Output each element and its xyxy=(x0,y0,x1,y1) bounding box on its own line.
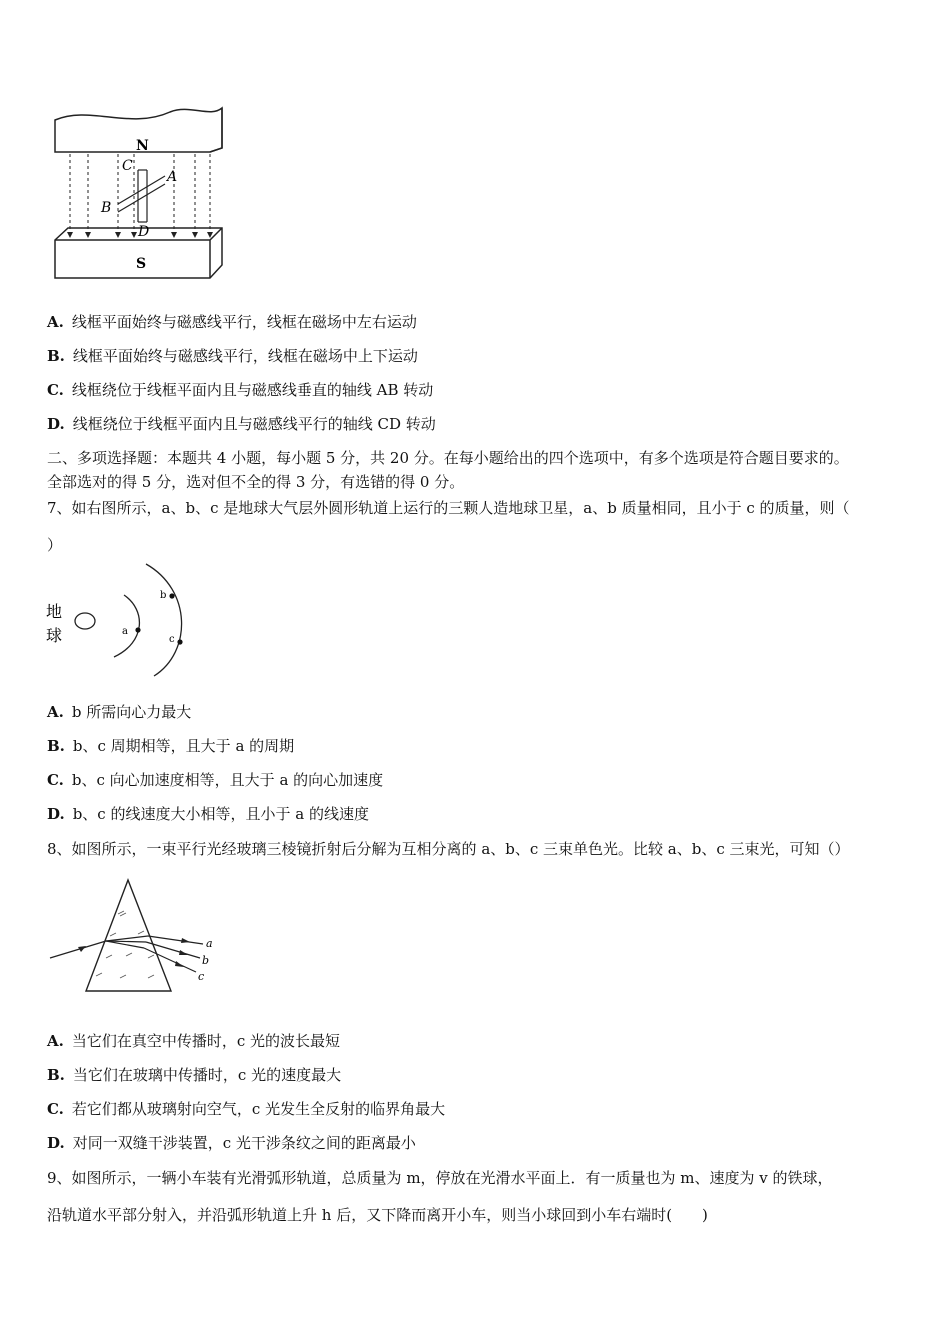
earth-label-bottom: 球 xyxy=(46,626,63,645)
label-sat-a: a xyxy=(122,626,128,637)
section2-line1: 二、多项选择题：本题共 4 小题，每小题 5 分，共 20 分。在每小题给出的四个选项中，有多个选项是符合题目要求的。 xyxy=(47,449,849,467)
earth-circle xyxy=(75,613,95,629)
label-ray-b: b xyxy=(202,954,210,967)
satellite-orbit-figure xyxy=(44,562,189,680)
label-n: N xyxy=(136,138,149,154)
q8-option-a: A. 当它们在真空中传播时，c 光的波长最短 xyxy=(47,1032,341,1050)
satellite-c xyxy=(177,639,182,644)
q8-stem: 8、如图所示，一束平行光经玻璃三棱镜折射后分解为互相分离的 a、b、c 三束单色光。比较 a、b、c 三束光，可知（） xyxy=(47,840,850,858)
q7-option-a: A. b 所需向心力最大 xyxy=(47,703,192,721)
label-b: B xyxy=(101,200,112,216)
coil xyxy=(118,170,165,222)
q9-stem-line2: 沿轨道水平部分射入，并沿弧形轨道上升 h 后，又下降而离开小车，则当小球回到小车右端时( ) xyxy=(47,1206,708,1224)
satellite-b xyxy=(169,593,174,598)
label-s: S xyxy=(136,256,147,272)
label-d: D xyxy=(138,224,150,240)
q7-option-b: B. b、c 周期相等，且大于 a 的周期 xyxy=(47,737,295,755)
q6-option-d: D. 线框绕位于线框平面内且与磁感线平行的轴线 CD 转动 xyxy=(47,415,436,433)
q6-option-c: C. 线框绕位于线框平面内且与磁感线垂直的轴线 AB 转动 xyxy=(47,381,434,399)
label-sat-c: c xyxy=(169,634,175,645)
section2-line2: 全部选对的得 5 分，选对但不全的得 3 分，有选错的得 0 分。 xyxy=(47,473,465,491)
magnet-coil-figure xyxy=(50,100,230,285)
q7-stem-line2: ） xyxy=(47,536,63,554)
earth-label-top: 地 xyxy=(46,602,63,621)
q8-option-c: C. 若它们都从玻璃射向空气，c 光发生全反射的临界角最大 xyxy=(47,1100,446,1118)
orbit-bc xyxy=(146,564,182,676)
label-ray-a: a xyxy=(206,937,213,950)
q6-option-b: B. 线框平面始终与磁感线平行，线框在磁场中上下运动 xyxy=(47,347,418,365)
q8-option-b: B. 当它们在玻璃中传播时，c 光的速度最大 xyxy=(47,1066,342,1084)
q6-option-a: A. 线框平面始终与磁感线平行，线框在磁场中左右运动 xyxy=(47,313,417,331)
prism-figure xyxy=(48,876,223,998)
label-c: C xyxy=(122,158,133,174)
q8-option-d: D. 对同一双缝干涉装置，c 光干涉条纹之间的距离最小 xyxy=(47,1134,416,1152)
q9-stem-line1: 9、如图所示，一辆小车装有光滑弧形轨道，总质量为 m，停放在光滑水平面上．有一质量也为 m、速度为 v 的铁球， xyxy=(47,1169,833,1187)
q7-stem-line1: 7、如右图所示，a、b、c 是地球大气层外圆形轨道上运行的三颗人造地球卫星，a、b 质量相同，且小于 c 的质量，则（ xyxy=(47,499,850,517)
q7-option-c: C. b、c 向心加速度相等，且大于 a 的向心加速度 xyxy=(47,771,384,789)
label-ray-c: c xyxy=(198,970,205,983)
label-sat-b: b xyxy=(160,590,167,601)
q7-option-d: D. b、c 的线速度大小相等，且小于 a 的线速度 xyxy=(47,805,369,823)
satellite-a xyxy=(135,627,140,632)
label-a: A xyxy=(167,169,178,185)
